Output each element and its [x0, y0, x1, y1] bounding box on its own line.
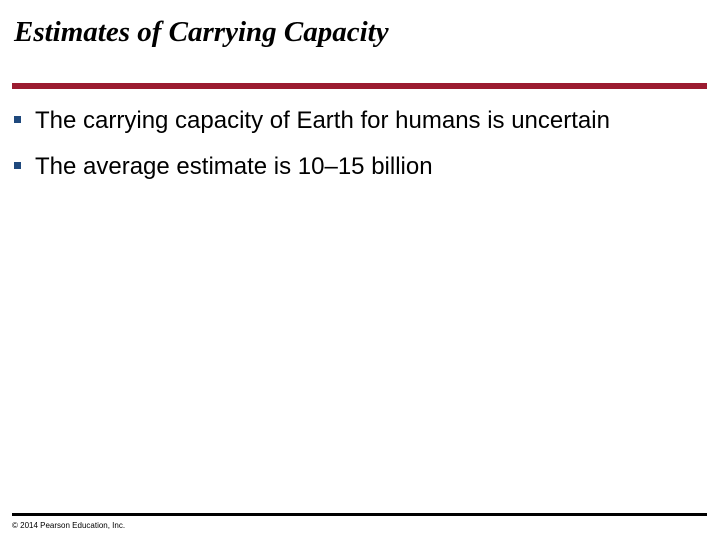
slide-title: Estimates of Carrying Capacity	[14, 16, 389, 48]
bullet-item	[14, 151, 614, 183]
square-bullet-icon	[14, 162, 21, 169]
bullet-item	[14, 105, 614, 137]
bullet-text: The average estimate is 10–15 billion	[35, 153, 433, 180]
title-divider	[12, 83, 707, 89]
copyright-notice: © 2014 Pearson Education, Inc.	[12, 521, 126, 530]
bullet-text: The carrying capacity of Earth for humans is uncertain	[35, 107, 610, 134]
footer-divider	[12, 513, 707, 516]
bullet-list	[14, 105, 614, 197]
square-bullet-icon	[14, 116, 21, 123]
